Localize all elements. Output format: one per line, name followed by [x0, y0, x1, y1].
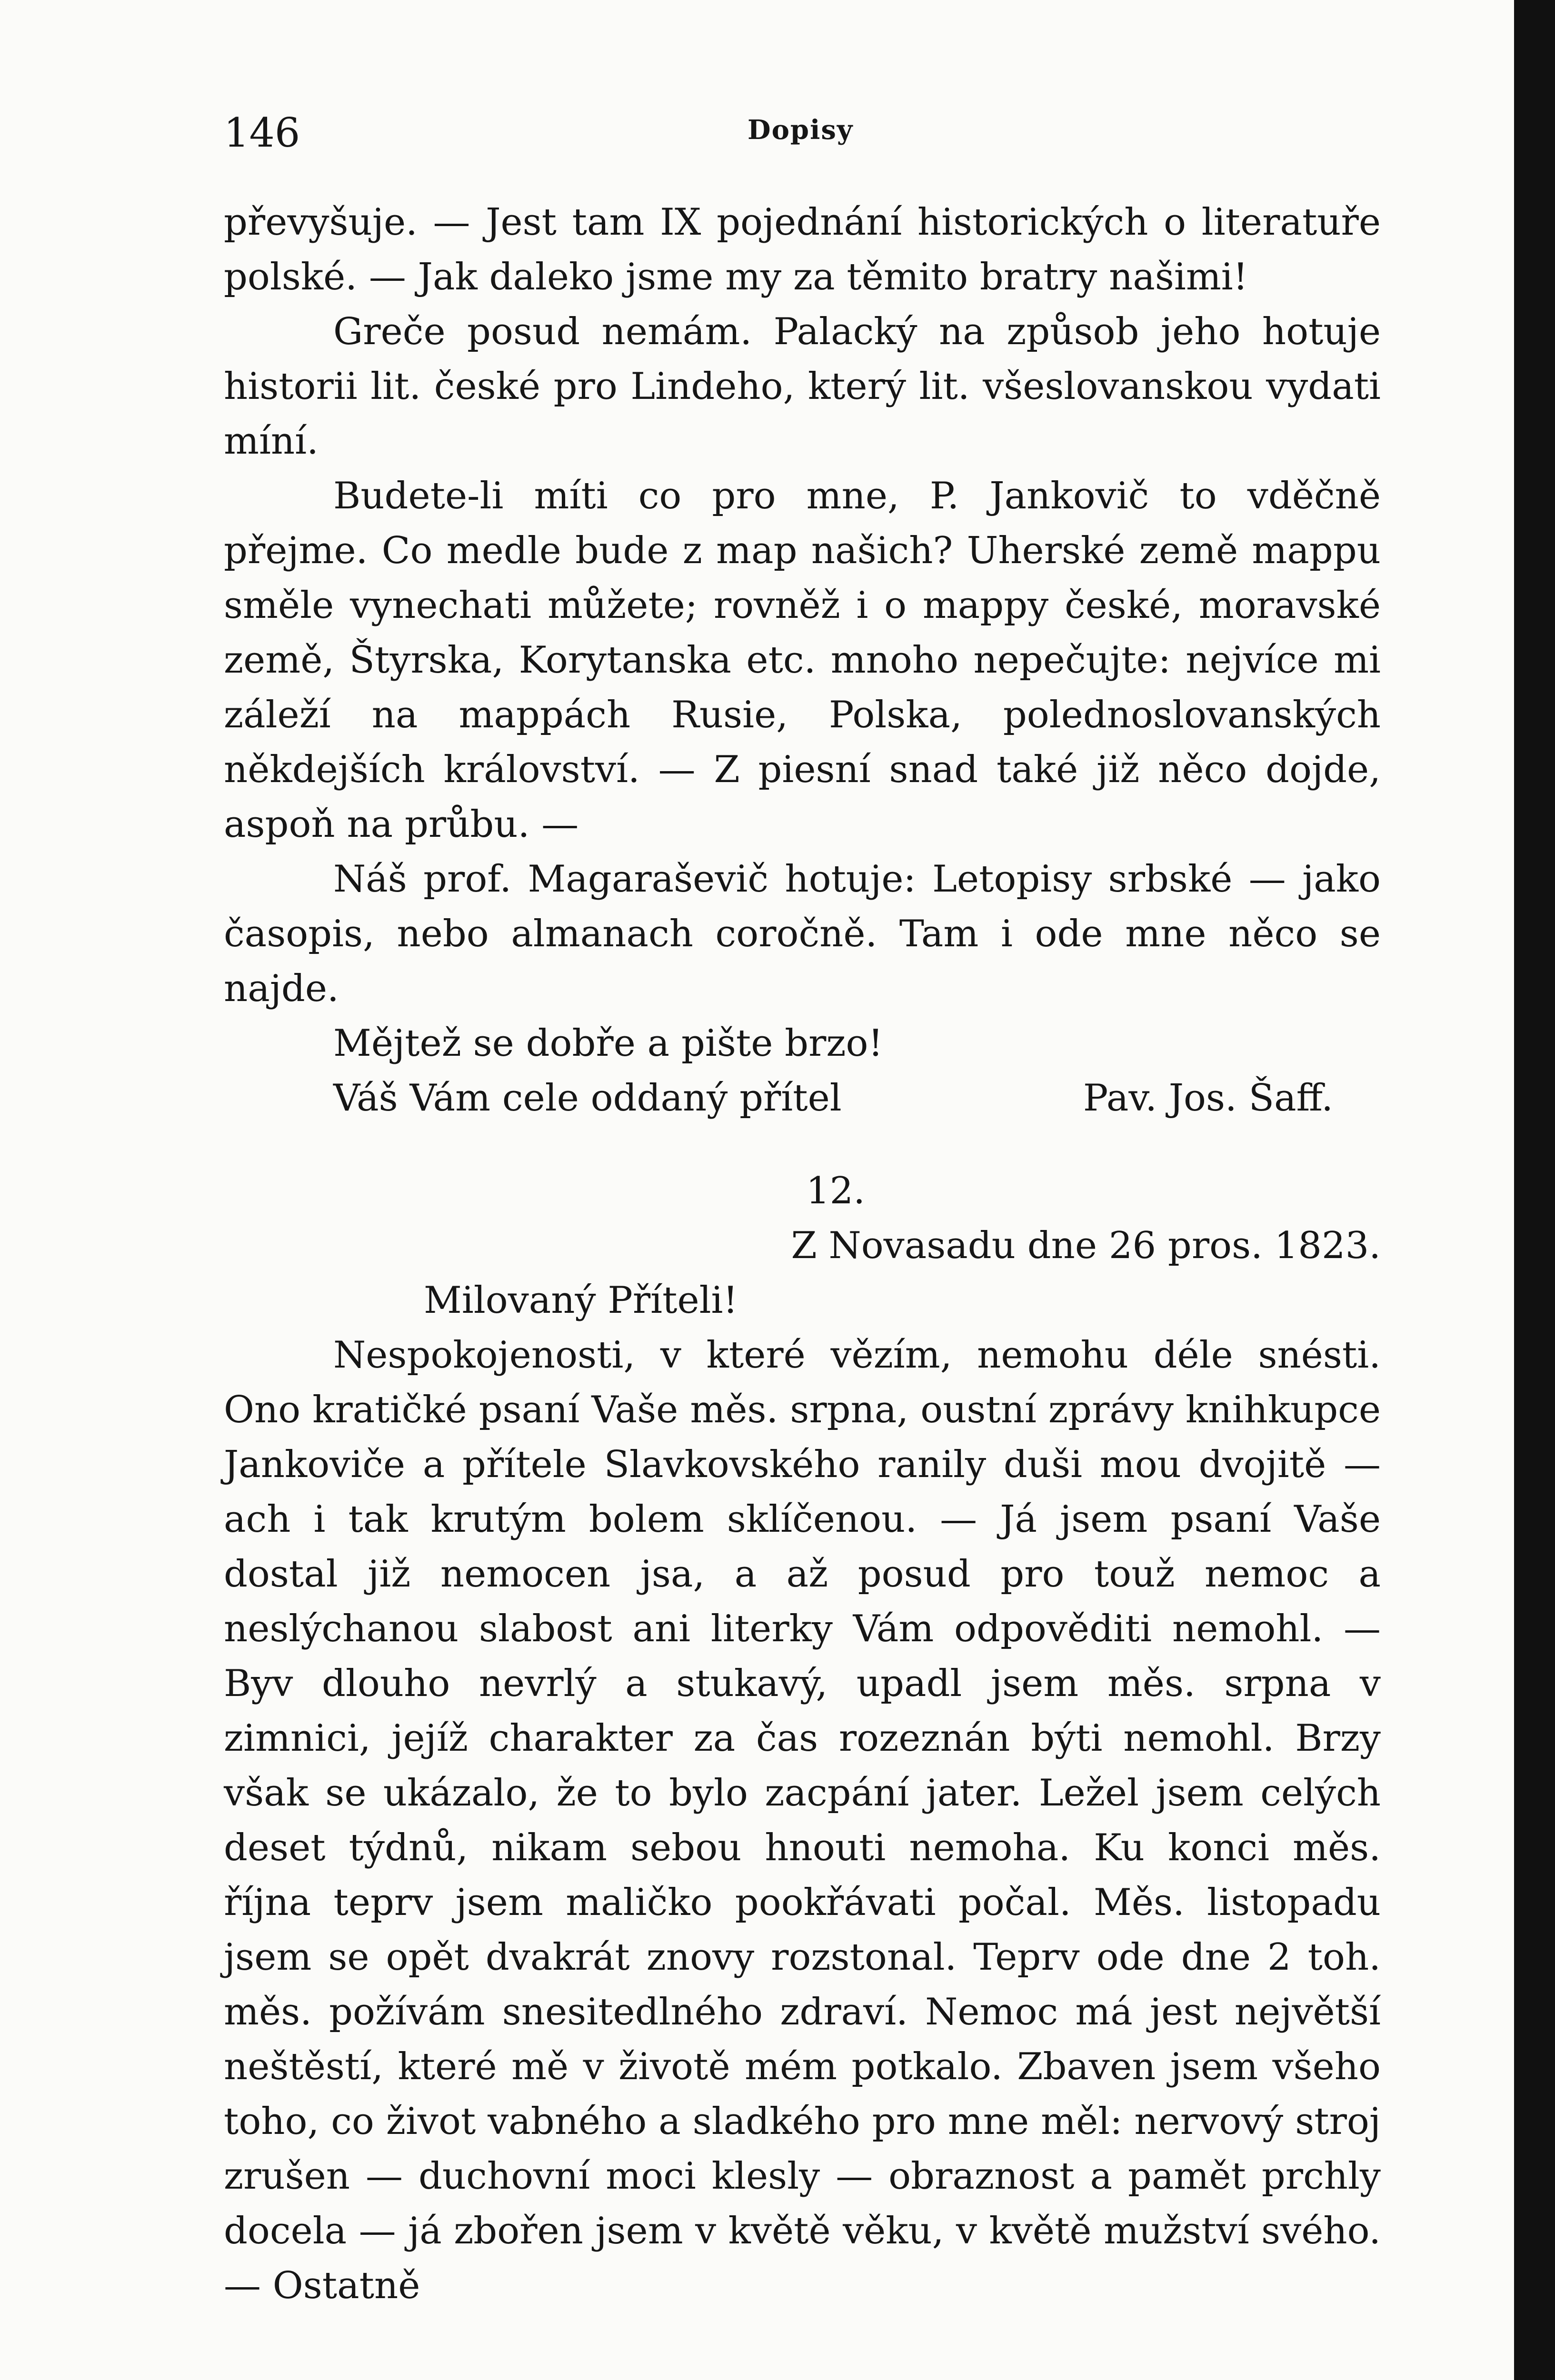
paragraph-continued: převyšuje. — Jest tam IX pojednání historických o literatuře polské. — Jak daleko jsme my za těmito bratry našimi!: [224, 201, 1381, 298]
body-text: [224, 195, 1381, 2313]
paragraph: Budete-li míti co pro mne, P. Jankovič to vděčně přejme. Co medle bude z map našich? Uherské země mappu směle vynechati můžete; rovněž i o mappy české, moravské země, Štyrska, Korytanska etc. mnoho nepečujte: nejvíce mi záleží na mappách Rusie, Polska, polednoslovanských někdejších království. — Z piesní snad také již něco dojde, aspoň na průbu. —: [224, 475, 1381, 846]
paragraph: Mějtež se dobře a pište brzo!: [333, 1022, 883, 1065]
running-title: Dopisy: [748, 114, 854, 146]
signature: Pav. Jos. Šaff.: [1083, 1077, 1333, 1120]
dateline: Z Novasadu dne 26 pros. 1823.: [791, 1224, 1381, 1267]
running-head: [224, 100, 1381, 167]
paragraph: Greče posud nemám. Palacký na způsob jeho hotuje historii lit. české pro Lindeho, který lit. všeslovanskou vydati míní.: [224, 310, 1381, 463]
salutation: Milovaný Příteli!: [424, 1279, 738, 1322]
letter-number: 12.: [806, 1170, 866, 1212]
signature-line: [224, 1071, 1381, 1126]
paragraph: Nespokojenosti, v které vězím, nemohu déle snésti. Ono kratičké psaní Vaše měs. srpna, oustní zprávy knihkupce Jankoviče a přítele Slavkovského ranily duši mou dvojitě — ach i tak krutým bolem sklíčenou. — Já jsem psaní Vaše dostal již nemocen jsa, a až posud pro touž nemoc a neslýchanou slabost ani literky Vám odpověditi nemohl. — Byv dlouho nevrlý a stukavý, upadl jsem měs. srpna v zimnici, jejíž charakter za čas rozeznán býti nemohl. Brzy však se ukázalo, že to bylo zacpání jater. Ležel jsem celých deset týdnů, nikam sebou hnouti nemoha. Ku konci měs. října teprv jsem maličko pookřávati počal. Měs. listopadu jsem se opět dvakrát znovy rozstonal. Teprv ode dne 2 toh. měs. požívám snesitedlného zdraví. Nemoc má jest největší neštěstí, které mě v životě mém potkalo. Zbaven jsem všeho toho, co život vabného a sladkého pro mne měl: nervový stroj zrušen — duchovní moci klesly — obraznost a pamět prchly docela — já zbořen jsem v květě věku, v květě mužství svého. — Ostatně: [224, 1334, 1381, 2307]
page-number: 146: [224, 109, 300, 156]
closing-formula: Váš Vám cele oddaný přítel: [333, 1077, 842, 1120]
paragraph: Náš prof. Magaraševič hotuje: Letopisy srbské — jako časopis, nebo almanach coročně. Tam i ode mne něco se najde.: [224, 858, 1381, 1010]
